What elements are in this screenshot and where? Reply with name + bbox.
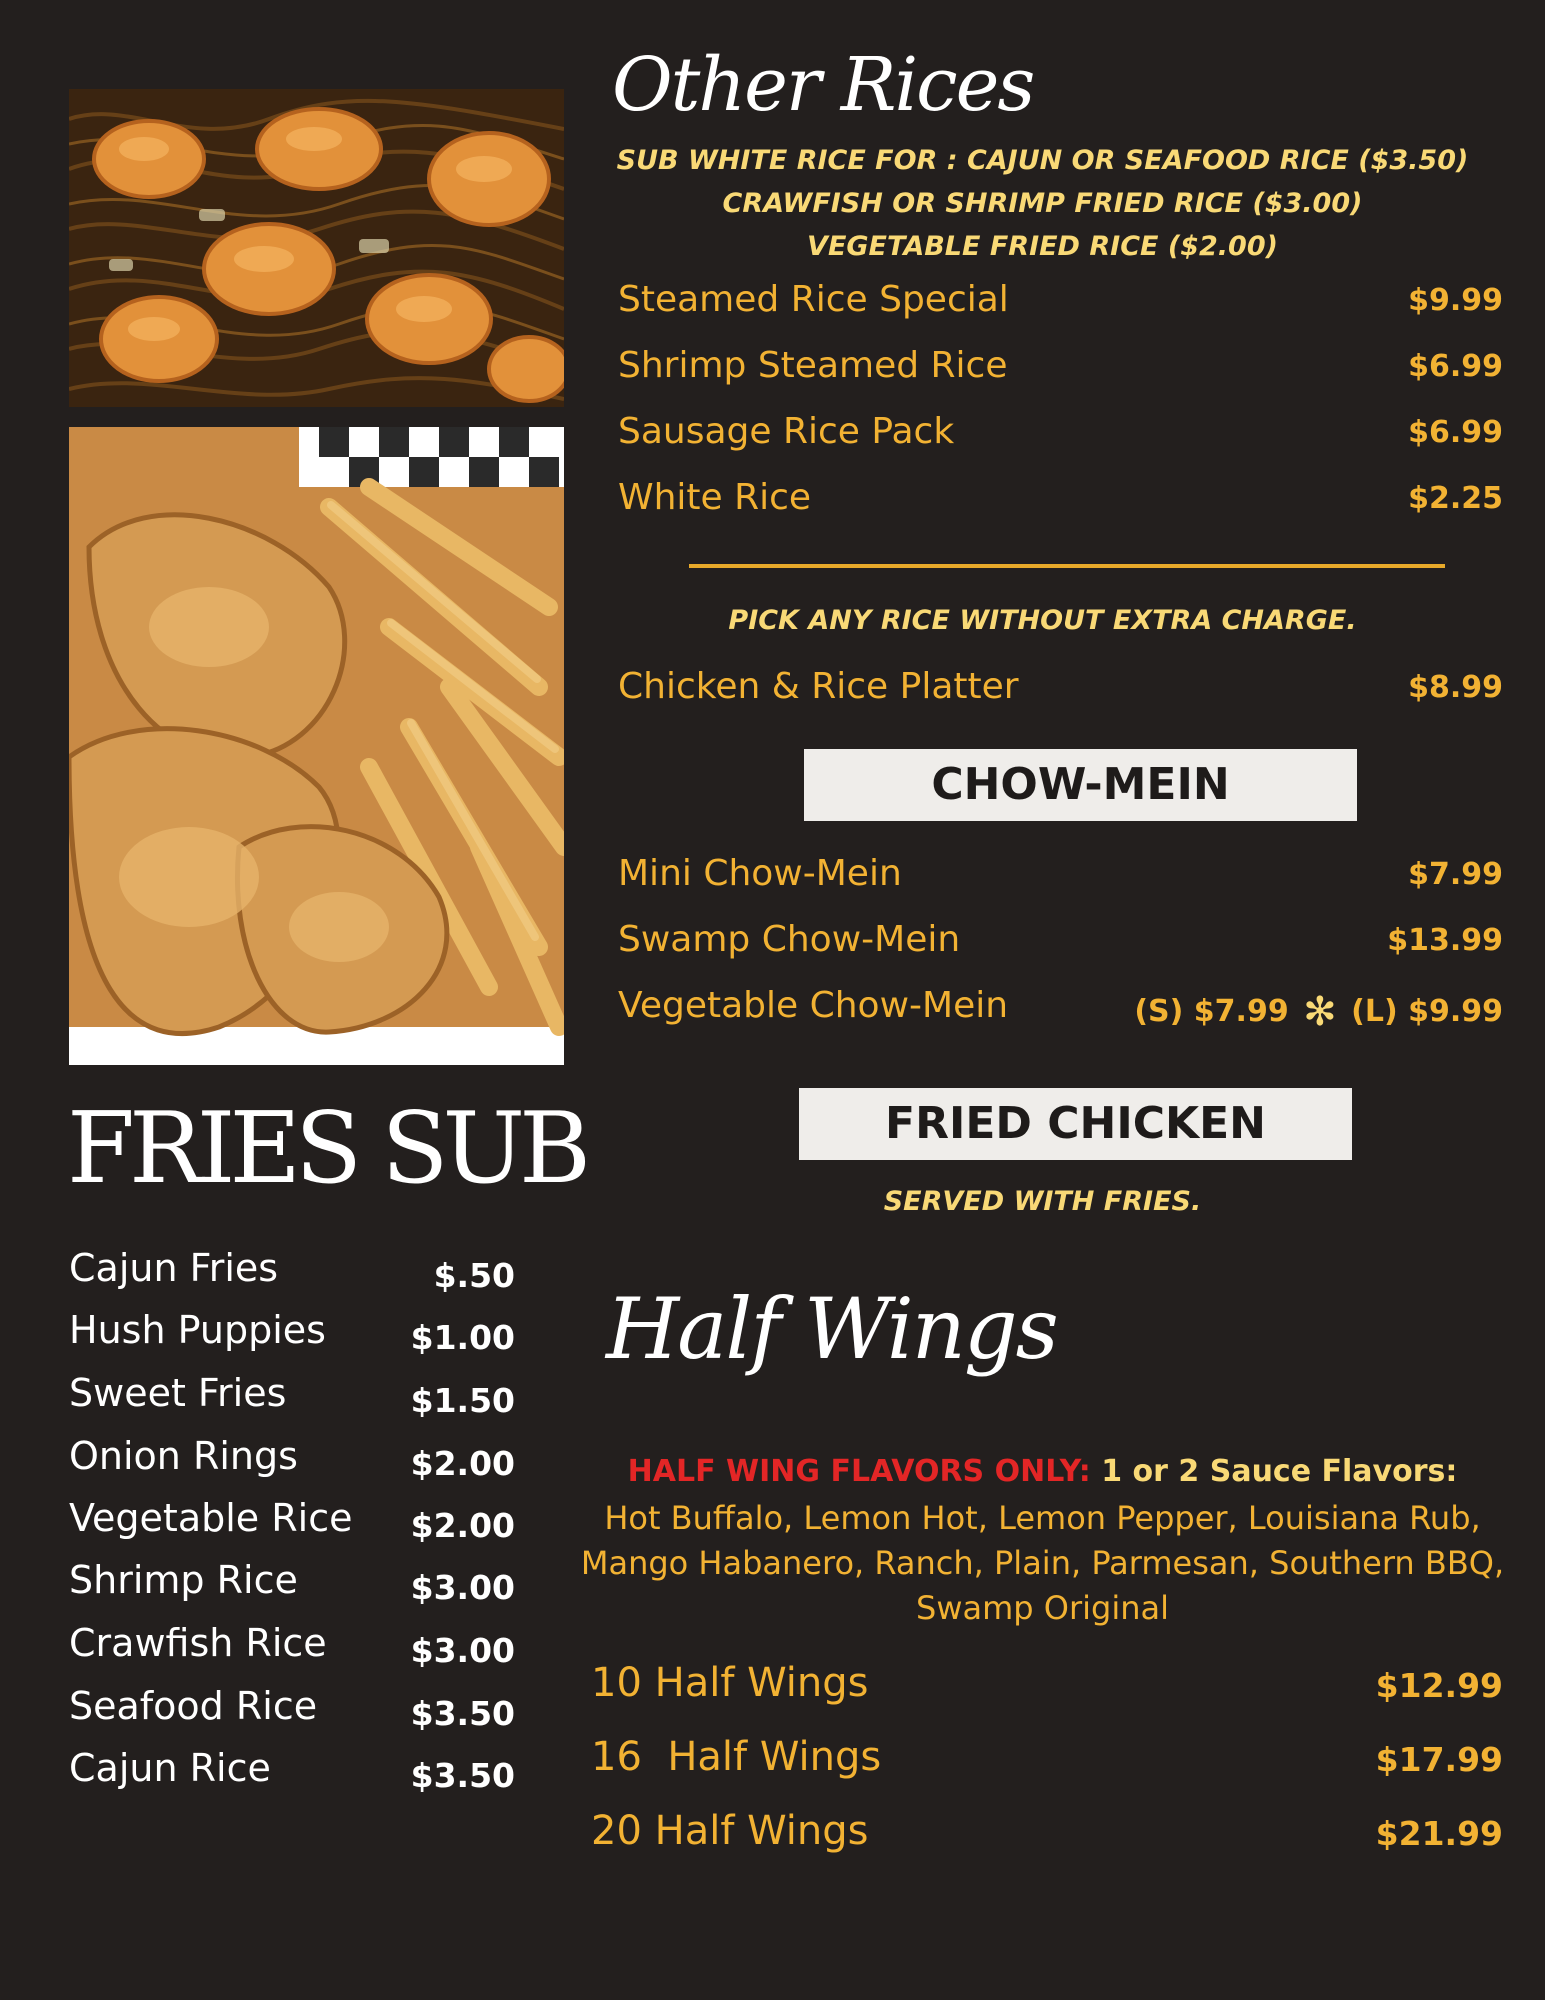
- item-price: $6.99: [1408, 349, 1503, 384]
- menu-item: [618, 985, 1503, 1035]
- menu-item: [618, 411, 1503, 457]
- list-item: [69, 1558, 515, 1608]
- list-item: [69, 1496, 515, 1546]
- item-price: $.50: [433, 1256, 515, 1295]
- item-price: $2.00: [410, 1444, 515, 1483]
- item-price: $12.99: [1375, 1666, 1503, 1705]
- item-price: $17.99: [1375, 1740, 1503, 1779]
- item-price: $3.50: [410, 1694, 515, 1733]
- flavor-list-line: Hot Buffalo, Lemon Hot, Lemon Pepper, Louisiana Rub,: [604, 1499, 1481, 1537]
- item-price: $13.99: [1387, 923, 1503, 958]
- item-price: $21.99: [1375, 1814, 1503, 1853]
- large-price: (L) $9.99: [1351, 994, 1503, 1029]
- item-name: Shrimp Rice: [69, 1558, 298, 1602]
- item-name: Seafood Rice: [69, 1684, 318, 1728]
- item-name: White Rice: [618, 477, 812, 518]
- item-name: Swamp Chow-Mein: [618, 919, 961, 960]
- item-price: $6.99: [1408, 415, 1503, 450]
- shrimp-noodles-photo: [69, 89, 564, 407]
- menu-item: [618, 919, 1503, 965]
- flavor-heading: [560, 1454, 1525, 1489]
- half-wings-title: Half Wings: [606, 1280, 1057, 1378]
- sauce-flavors-label: 1 or 2 Sauce Flavors:: [1101, 1454, 1458, 1489]
- item-price: $8.99: [1408, 670, 1503, 705]
- item-name: Cajun Rice: [69, 1746, 271, 1790]
- item-price: $2.25: [1408, 481, 1503, 516]
- list-item: [69, 1308, 515, 1358]
- fried-chicken-heading: FRIED CHICKEN: [799, 1088, 1352, 1160]
- menu-item: [618, 477, 1503, 523]
- item-price: $3.00: [410, 1631, 515, 1670]
- item-price: $7.99: [1408, 857, 1503, 892]
- list-item: [69, 1684, 515, 1734]
- fried-wings-fries-photo: [69, 427, 564, 1065]
- chow-mein-heading: CHOW-MEIN: [804, 749, 1357, 821]
- item-price: $3.00: [410, 1568, 515, 1607]
- list-item: [69, 1621, 515, 1671]
- menu-item: [618, 279, 1503, 325]
- asterisk-icon: ✻: [1303, 989, 1337, 1035]
- pick-rice-note: PICK ANY RICE WITHOUT EXTRA CHARGE.: [728, 605, 1357, 636]
- item-name: 16 Half Wings: [591, 1734, 882, 1780]
- item-name: 20 Half Wings: [591, 1808, 869, 1854]
- item-name: Steamed Rice Special: [618, 279, 1009, 320]
- sub-note: VEGETABLE FRIED RICE ($2.00): [807, 231, 1278, 262]
- item-name: Mini Chow-Mein: [618, 853, 902, 894]
- item-name: Vegetable Rice: [69, 1496, 353, 1540]
- fries-sub-title: FRIES SUB: [67, 1092, 586, 1206]
- item-price: $1.00: [410, 1318, 515, 1357]
- small-price: (S) $7.99: [1134, 994, 1289, 1029]
- item-name: Onion Rings: [69, 1434, 298, 1478]
- list-item: [69, 1434, 515, 1484]
- flavor-label: HALF WING FLAVORS ONLY:: [627, 1454, 1091, 1489]
- item-name: Vegetable Chow-Mein: [618, 985, 1009, 1026]
- sub-note: CRAWFISH OR SHRIMP FRIED RICE ($3.00): [722, 188, 1363, 219]
- item-name: Cajun Fries: [69, 1246, 279, 1290]
- item-name: Chicken & Rice Platter: [618, 666, 1019, 707]
- menu-item: [618, 345, 1503, 391]
- flavor-list-line: Mango Habanero, Ranch, Plain, Parmesan, Southern BBQ,: [580, 1544, 1505, 1582]
- served-with-fries-note: SERVED WITH FRIES.: [883, 1186, 1202, 1217]
- flavor-list-line: Swamp Original: [916, 1589, 1169, 1627]
- item-price: [1134, 989, 1503, 1035]
- menu-item: [618, 666, 1503, 712]
- item-price: $9.99: [1408, 283, 1503, 318]
- item-price: $3.50: [410, 1756, 515, 1795]
- item-name: Crawfish Rice: [69, 1621, 327, 1665]
- menu-item: [591, 1808, 1503, 1858]
- item-name: 10 Half Wings: [591, 1660, 869, 1706]
- list-item: [69, 1746, 515, 1796]
- menu-item: [591, 1660, 1503, 1710]
- menu-item: [618, 853, 1503, 899]
- item-price: $1.50: [410, 1381, 515, 1420]
- item-name: Sausage Rice Pack: [618, 411, 955, 452]
- sub-note: SUB WHITE RICE FOR : CAJUN OR SEAFOOD RICE ($3.50): [616, 145, 1469, 176]
- menu-item: [591, 1734, 1503, 1784]
- divider: [689, 564, 1445, 568]
- item-price: $2.00: [410, 1506, 515, 1545]
- other-rices-title: Other Rices: [612, 42, 1034, 128]
- item-name: Sweet Fries: [69, 1371, 287, 1415]
- list-item: [69, 1246, 515, 1296]
- list-item: [69, 1371, 515, 1421]
- item-name: Shrimp Steamed Rice: [618, 345, 1008, 386]
- item-name: Hush Puppies: [69, 1308, 326, 1352]
